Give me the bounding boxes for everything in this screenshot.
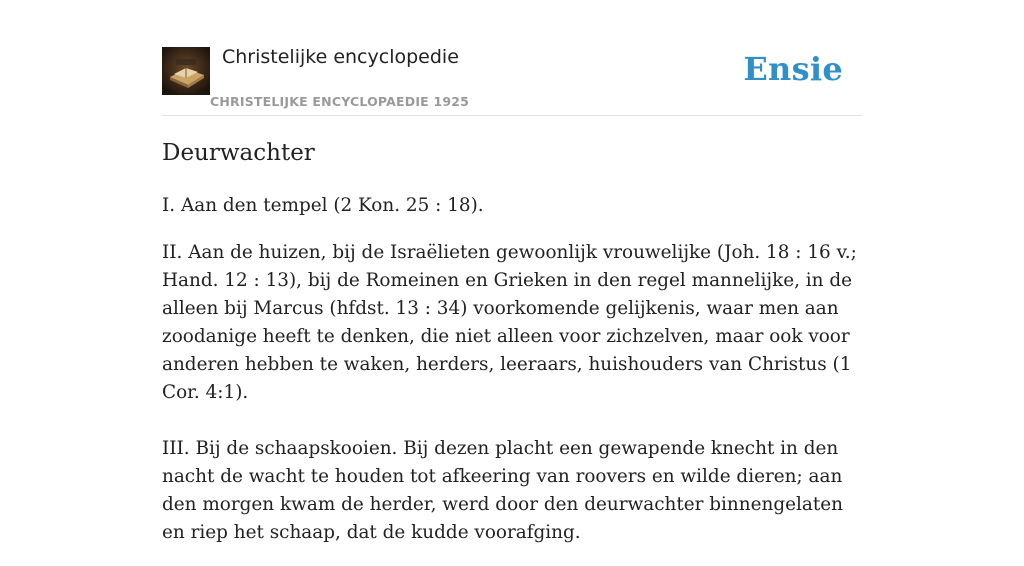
page [162,0,862,543]
article-paragraph: I. Aan den tempel (2 Kon. 25 : 18). [162,195,484,216]
article-paragraph: III. Bij de schaapskooien. Bij dezen placht een gewapende knecht in den nacht de wacht te houden tot afkeering van roovers en wilde dieren; aan den morgen kwam de herder, werd door den deurwachter binnengelaten en riep het schaap, dat de kudde voorafging. [162,438,843,543]
book-avatar-icon [162,47,210,95]
site-avatar[interactable] [162,47,210,95]
article-title: Deurwachter [162,140,315,166]
site-subtitle[interactable]: CHRISTELIJKE ENCYCLOPAEDIE 1925 [210,94,470,109]
article-paragraph: II. Aan de huizen, bij de Israëlieten gewoonlijk vrouwelijke (Joh. 18 : 16 v.; Hand. 12 : 13), bij de Romeinen en Grieken in den regel mannelijke, in de alleen bij Marcus (hfdst. 13 : 34) voorkomende gelijkenis, waar men aan zoodanige heeft te denken, die niet alleen voor zichzelven, maar ook voor anderen hebben te waken, herders, leeraars, huishouders van Christus (1 Cor. 4:1). [162,242,857,403]
site-header [162,0,862,116]
brand-logo[interactable]: Ensie [743,50,843,88]
site-title[interactable]: Christelijke encyclopedie [222,46,459,68]
article-body [162,192,864,566]
